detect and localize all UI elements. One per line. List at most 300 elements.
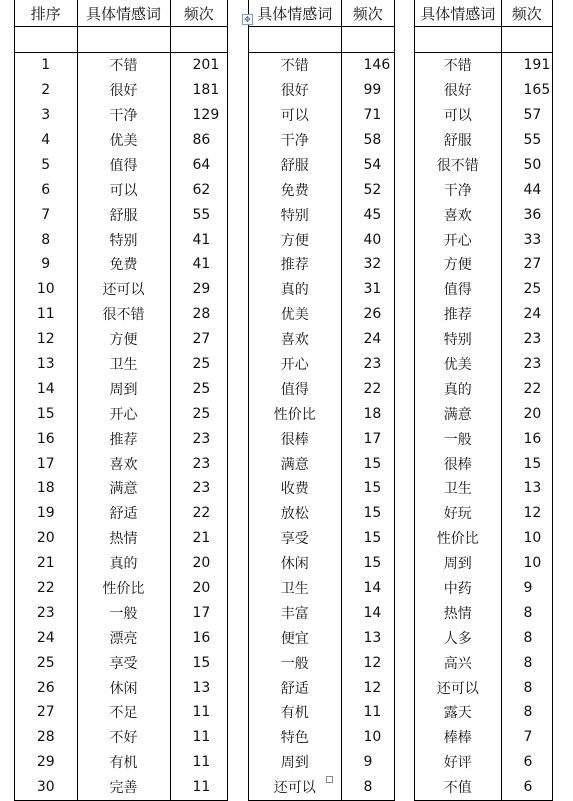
table-row: [415, 302, 552, 327]
table-row: [415, 401, 552, 426]
header-frequency: 频次: [170, 0, 227, 27]
table-row: [249, 352, 394, 377]
frequency-cell: 13: [501, 476, 552, 501]
frequency-cell: 8: [501, 675, 552, 700]
frequency-cell: 11: [170, 700, 227, 725]
frequency-cell: 6: [501, 775, 552, 800]
rank-cell: 6: [41, 181, 51, 198]
table-row: [249, 327, 394, 352]
table-row: [415, 750, 552, 775]
word-cell: 收费: [280, 481, 309, 498]
table-row: [249, 750, 394, 775]
word-cell: 推荐: [280, 257, 309, 274]
word-cell: 还可以: [436, 680, 479, 697]
frequency-cell: 71: [341, 103, 394, 128]
table-row: [15, 476, 227, 501]
word-cell: 不错: [77, 52, 170, 77]
word-cell: 喜欢: [280, 332, 309, 349]
table-row: [249, 252, 394, 277]
frequency-cell: 28: [170, 302, 227, 327]
word-cell: 还可以: [77, 277, 170, 302]
rank-cell: 27: [36, 704, 55, 721]
table-row: [15, 376, 227, 401]
rank-cell: 24: [36, 629, 55, 646]
word-cell: 享受: [77, 650, 170, 675]
word-cell: 干净: [77, 103, 170, 128]
table-row: [249, 775, 394, 800]
word-cell: 特别: [77, 227, 170, 252]
word-cell: 喜欢: [443, 207, 472, 224]
rank-cell: 1: [41, 57, 51, 74]
word-cell: 休闲: [280, 556, 309, 573]
frequency-cell: 10: [501, 526, 552, 551]
table-row: [415, 476, 552, 501]
table-row: [15, 128, 227, 153]
word-cell: 不好: [77, 725, 170, 750]
frequency-cell: 36: [501, 202, 552, 227]
word-cell: 可以: [443, 108, 472, 125]
word-cell: 方便: [443, 257, 472, 274]
rank-cell: 7: [41, 206, 51, 223]
table-row: [249, 625, 394, 650]
word-cell: 好评: [443, 755, 472, 772]
rank-cell: 15: [36, 405, 55, 422]
word-cell: 舒适: [280, 680, 309, 697]
frequency-cell: 15: [170, 650, 227, 675]
table-row: [15, 302, 227, 327]
word-cell: 高兴: [443, 655, 472, 672]
word-cell: 不值: [415, 775, 501, 800]
frequency-cell: 11: [170, 775, 227, 800]
rank-cell: 17: [36, 455, 55, 472]
word-cell: 很棒: [280, 431, 309, 448]
word-cell: 有机: [280, 705, 309, 722]
table-row: [15, 227, 227, 252]
table-row: [15, 177, 227, 202]
word-cell: 很好: [280, 83, 309, 100]
frequency-cell: 11: [170, 725, 227, 750]
table-row: [249, 177, 394, 202]
word-cell: 放松: [280, 506, 309, 523]
frequency-cell: 24: [341, 327, 394, 352]
table-header-row: [249, 0, 394, 27]
word-cell: 方便: [280, 232, 309, 249]
frequency-cell: 64: [170, 152, 227, 177]
frequency-cell: 27: [170, 327, 227, 352]
frequency-cell: 20: [170, 576, 227, 601]
table-row: [415, 675, 552, 700]
word-cell: 舒适: [77, 501, 170, 526]
table-row: [249, 78, 394, 103]
word-cell: 推荐: [77, 426, 170, 451]
word-cell: 棒棒: [443, 730, 472, 747]
frequency-cell: 54: [341, 152, 394, 177]
frequency-cell: 7: [501, 725, 552, 750]
frequency-cell: 26: [341, 302, 394, 327]
table-row: [249, 700, 394, 725]
table-row: [249, 376, 394, 401]
frequency-cell: 18: [341, 401, 394, 426]
frequency-cell: 13: [341, 625, 394, 650]
frequency-cell: 201: [170, 52, 227, 77]
table-row: [15, 152, 227, 177]
frequency-cell: 11: [341, 700, 394, 725]
table-row: [249, 426, 394, 451]
frequency-cell: 6: [501, 750, 552, 775]
frequency-cell: 15: [341, 476, 394, 501]
table-row: [415, 78, 552, 103]
table-row: [415, 103, 552, 128]
header-frequency: 频次: [341, 0, 394, 27]
word-cell: 性价比: [436, 531, 479, 548]
table-row: [15, 352, 227, 377]
word-cell: 真的: [280, 282, 309, 299]
frequency-table-3: [414, 0, 553, 801]
table-row: [15, 725, 227, 750]
rank-cell: 22: [36, 580, 55, 597]
table-row: [249, 725, 394, 750]
frequency-cell: 12: [341, 675, 394, 700]
table-row: [249, 600, 394, 625]
table-row: [15, 526, 227, 551]
frequency-cell: 23: [170, 476, 227, 501]
frequency-cell: 27: [501, 252, 552, 277]
word-cell: 推荐: [443, 307, 472, 324]
table-header-row: [15, 0, 227, 27]
frequency-cell: 165: [501, 78, 552, 103]
frequency-cell: 15: [341, 526, 394, 551]
table-row: [15, 625, 227, 650]
word-cell: 还可以: [249, 775, 341, 800]
rank-cell: 2: [41, 82, 51, 99]
frequency-cell: 58: [341, 128, 394, 153]
frequency-cell: 32: [341, 252, 394, 277]
word-cell: 有机: [77, 750, 170, 775]
word-cell: 好玩: [443, 506, 472, 523]
frequency-cell: 45: [341, 202, 394, 227]
table-row: [15, 103, 227, 128]
table-move-handle-icon[interactable]: ✥: [242, 14, 253, 25]
table-row: [249, 152, 394, 177]
rank-cell: 9: [41, 256, 51, 273]
table-row: [249, 401, 394, 426]
table-row: [15, 401, 227, 426]
table-row: [15, 675, 227, 700]
table-row: [415, 376, 552, 401]
word-cell: 周到: [443, 556, 472, 573]
table-row: [249, 501, 394, 526]
frequency-cell: 57: [501, 103, 552, 128]
frequency-cell: 14: [341, 576, 394, 601]
frequency-cell: 86: [170, 128, 227, 153]
table-row: [249, 576, 394, 601]
rank-cell: 3: [41, 107, 51, 124]
word-cell: 一般: [280, 655, 309, 672]
frequency-cell: 22: [501, 376, 552, 401]
frequency-cell: 12: [501, 501, 552, 526]
word-cell: 热情: [443, 605, 472, 622]
frequency-cell: 8: [501, 600, 552, 625]
table-row: [415, 426, 552, 451]
table-row: [415, 52, 552, 77]
table-row: [415, 152, 552, 177]
word-cell: 可以: [280, 108, 309, 125]
table-row: [249, 650, 394, 675]
table-row: [415, 576, 552, 601]
frequency-cell: 25: [170, 352, 227, 377]
frequency-cell: 12: [341, 650, 394, 675]
table-resize-handle[interactable]: [326, 776, 333, 783]
table-row: [415, 327, 552, 352]
word-cell: 免费: [280, 182, 309, 199]
word-cell: 不错: [280, 58, 309, 75]
word-cell: 一般: [443, 431, 472, 448]
header-word: 具体情感词: [415, 0, 501, 27]
table-row: [15, 327, 227, 352]
frequency-cell: 20: [170, 551, 227, 576]
word-cell: 热情: [77, 526, 170, 551]
word-cell: 舒服: [280, 157, 309, 174]
frequency-cell: 129: [170, 103, 227, 128]
word-cell: 很好: [77, 78, 170, 103]
frequency-cell: 40: [341, 227, 394, 252]
frequency-cell: 8: [501, 700, 552, 725]
table-row: [249, 277, 394, 302]
table-row: [249, 551, 394, 576]
frequency-cell: 181: [170, 78, 227, 103]
table-row: [15, 750, 227, 775]
word-cell: 周到: [280, 755, 309, 772]
frequency-cell: 25: [501, 277, 552, 302]
table-row: [15, 252, 227, 277]
frequency-cell: 15: [341, 451, 394, 476]
frequency-cell: 33: [501, 227, 552, 252]
table-row: [415, 352, 552, 377]
frequency-cell: 9: [341, 750, 394, 775]
word-cell: 完善: [77, 775, 170, 800]
word-cell: 性价比: [77, 576, 170, 601]
rank-cell: 29: [36, 754, 55, 771]
table-row: [249, 302, 394, 327]
word-cell: 丰富: [280, 605, 309, 622]
header-rank: 排序: [15, 0, 77, 27]
table-row: [15, 451, 227, 476]
word-cell: 很不错: [77, 302, 170, 327]
word-cell: 优美: [280, 307, 309, 324]
table-row: [415, 128, 552, 153]
frequency-cell: 16: [170, 625, 227, 650]
table-row: [249, 52, 394, 77]
word-cell: 卫生: [77, 352, 170, 377]
rank-cell: 30: [15, 775, 77, 800]
rank-cell: 20: [36, 530, 55, 547]
word-cell: 周到: [77, 376, 170, 401]
table-header-row: [415, 0, 552, 27]
frequency-cell: 14: [341, 600, 394, 625]
word-cell: 特别: [443, 332, 472, 349]
word-cell: 很好: [443, 83, 472, 100]
table-row: [415, 277, 552, 302]
rank-cell: 8: [41, 231, 51, 248]
rank-cell: 4: [41, 132, 51, 148]
rank-cell: 23: [36, 604, 55, 621]
table-row: [15, 426, 227, 451]
table-row: [415, 600, 552, 625]
table-row: [15, 576, 227, 601]
frequency-cell: 20: [501, 401, 552, 426]
rank-cell: 18: [36, 480, 55, 497]
rank-cell: 26: [36, 679, 55, 696]
table-row: [249, 476, 394, 501]
frequency-table-2: [248, 0, 395, 801]
frequency-cell: 23: [170, 426, 227, 451]
rank-cell: 10: [36, 281, 55, 298]
table-row: [15, 78, 227, 103]
table-row: [249, 128, 394, 153]
frequency-cell: 10: [501, 551, 552, 576]
frequency-table-1: [14, 0, 228, 801]
word-cell: 卫生: [280, 581, 309, 598]
table-row: [415, 177, 552, 202]
header-frequency: 频次: [501, 0, 552, 27]
frequency-cell: 41: [170, 227, 227, 252]
table-row: [415, 725, 552, 750]
word-cell: 中药: [443, 581, 472, 598]
frequency-cell: 191: [501, 52, 552, 77]
frequency-cell: 17: [170, 600, 227, 625]
table-row: [415, 227, 552, 252]
rank-cell: 5: [41, 156, 51, 173]
table-row: [249, 526, 394, 551]
table-row: [15, 551, 227, 576]
frequency-cell: 9: [501, 576, 552, 601]
word-cell: 很不错: [436, 157, 479, 174]
word-cell: 真的: [77, 551, 170, 576]
frequency-cell: 8: [501, 625, 552, 650]
word-cell: 优美: [443, 357, 472, 374]
word-cell: 舒服: [443, 133, 472, 149]
table-row: [249, 675, 394, 700]
word-cell: 干净: [443, 182, 472, 199]
frequency-cell: 44: [501, 177, 552, 202]
word-cell: 人多: [443, 630, 472, 647]
frequency-cell: 13: [170, 675, 227, 700]
word-cell: 值得: [77, 152, 170, 177]
word-cell: 值得: [280, 381, 309, 398]
table-row: [415, 501, 552, 526]
frequency-cell: 25: [170, 376, 227, 401]
frequency-cell: 21: [170, 526, 227, 551]
frequency-cell: 55: [501, 128, 552, 153]
frequency-cell: 11: [170, 750, 227, 775]
word-cell: 漂亮: [77, 625, 170, 650]
word-cell: 开心: [280, 357, 309, 374]
rank-cell: 21: [36, 555, 55, 572]
word-cell: 卫生: [443, 481, 472, 498]
table-row: [415, 526, 552, 551]
table-row: [15, 775, 227, 800]
rank-cell: 25: [36, 654, 55, 671]
word-cell: 免费: [77, 252, 170, 277]
word-cell: 特别: [280, 207, 309, 224]
table-row: [15, 650, 227, 675]
frequency-cell: 22: [170, 501, 227, 526]
table-row: [15, 700, 227, 725]
table-row: [415, 202, 552, 227]
frequency-cell: 24: [501, 302, 552, 327]
frequency-cell: 16: [501, 426, 552, 451]
word-cell: 干净: [280, 133, 309, 149]
table-row: [15, 600, 227, 625]
word-cell: 满意: [280, 456, 309, 473]
word-cell: 满意: [77, 476, 170, 501]
frequency-cell: 23: [501, 352, 552, 377]
rank-cell: 12: [36, 331, 55, 348]
word-cell: 值得: [443, 282, 472, 299]
word-cell: 满意: [443, 406, 472, 423]
table-row: [415, 451, 552, 476]
table-row: [15, 277, 227, 302]
rank-cell: 13: [36, 356, 55, 373]
frequency-cell: 146: [341, 52, 394, 77]
word-cell: 喜欢: [77, 451, 170, 476]
word-cell: 不足: [77, 700, 170, 725]
word-cell: 优美: [77, 128, 170, 153]
table-row: [15, 52, 227, 77]
table-row: [415, 551, 552, 576]
word-cell: 可以: [77, 177, 170, 202]
frequency-cell: 8: [341, 775, 394, 800]
frequency-cell: 50: [501, 152, 552, 177]
word-cell: 性价比: [273, 406, 316, 423]
frequency-cell: 23: [501, 327, 552, 352]
word-cell: 开心: [77, 401, 170, 426]
frequency-cell: 52: [341, 177, 394, 202]
word-cell: 便宜: [280, 630, 309, 647]
frequency-cell: 15: [341, 501, 394, 526]
rank-cell: 11: [36, 306, 55, 323]
table-row: [249, 103, 394, 128]
frequency-cell: 15: [501, 451, 552, 476]
frequency-cell: 55: [170, 202, 227, 227]
frequency-cell: 99: [341, 78, 394, 103]
rank-cell: 14: [36, 380, 55, 397]
header-word: 具体情感词: [249, 0, 341, 27]
frequency-cell: 8: [501, 650, 552, 675]
word-cell: 一般: [77, 600, 170, 625]
word-cell: 真的: [443, 381, 472, 398]
table-row: [15, 501, 227, 526]
frequency-cell: 23: [170, 451, 227, 476]
frequency-cell: 17: [341, 426, 394, 451]
table-row: [415, 650, 552, 675]
frequency-cell: 23: [341, 352, 394, 377]
table-row: [249, 451, 394, 476]
word-cell: 不错: [443, 58, 472, 75]
table-row: [249, 227, 394, 252]
rank-cell: 16: [36, 430, 55, 447]
word-cell: 舒服: [77, 202, 170, 227]
word-cell: 休闲: [77, 675, 170, 700]
table-row: [15, 202, 227, 227]
word-cell: 很棒: [443, 456, 472, 473]
rank-cell: 28: [36, 729, 55, 746]
table-row: [415, 625, 552, 650]
frequency-cell: 25: [170, 401, 227, 426]
table-row: [415, 700, 552, 725]
table-row: [415, 252, 552, 277]
frequency-cell: 29: [170, 277, 227, 302]
